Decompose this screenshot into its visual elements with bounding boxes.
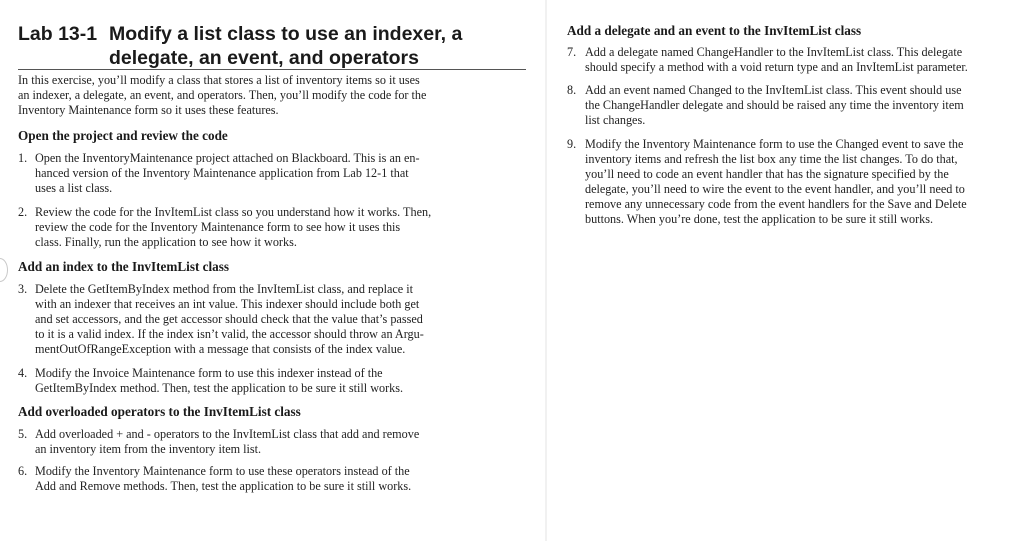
step-line: list changes.	[585, 113, 646, 127]
step-text	[35, 151, 420, 196]
intro-paragraph	[18, 73, 526, 118]
step-line: inventory items and refresh the list box any time the list changes. To do that,	[585, 152, 958, 166]
step-line: Delete the GetItemByIndex method from the InvItemList class, and replace it	[35, 282, 414, 296]
step-line: with an indexer that receives an int value. This indexer should include both get	[35, 297, 420, 311]
lab-number: Lab 13-1	[18, 23, 98, 45]
step-number: 7.	[567, 45, 577, 59]
step-line: Review the code for the InvItemList class so you understand how it works. Then,	[35, 205, 432, 219]
step-line: remove any unnecessary code from the event handlers for the Save and Delete	[585, 197, 967, 211]
step-line: Modify the Inventory Maintenance form to use the Changed event to save the	[585, 137, 964, 151]
step-number: 8.	[567, 83, 577, 97]
section-heading: Add an index to the InvItemList class	[18, 259, 230, 274]
section-heading: Open the project and review the code	[18, 128, 228, 143]
right-page	[547, 0, 1024, 541]
section-heading: Add a delegate and an event to the InvItemList class	[567, 23, 862, 38]
step-line: Modify the Inventory Maintenance form to use these operators instead of the	[35, 464, 410, 478]
step-line: Add an event named Changed to the InvItemList class. This event should use	[585, 83, 962, 97]
step-line: hanced version of the Inventory Maintenance application from Lab 12-1 that	[35, 166, 409, 180]
step-text	[35, 366, 403, 396]
step-text	[585, 45, 968, 75]
step-line: mentOutOfRangeException with a message that consists of the index value.	[35, 342, 406, 356]
step-number: 2.	[18, 205, 28, 219]
step-line: you’ll need to code an event handler that has the signature specified by the	[585, 167, 949, 181]
step-text	[585, 83, 964, 128]
section-heading: Add overloaded operators to the InvItemList class	[18, 404, 301, 419]
intro-line: an indexer, a delegate, an event, and operators. Then, you’ll modify the code for the	[18, 88, 427, 102]
lab-title-line: delegate, an event, and operators	[109, 47, 419, 69]
step-line: uses a list class.	[35, 181, 113, 195]
step-line: GetItemByIndex method. Then, test the application to be sure it still works.	[35, 381, 404, 395]
step-text	[35, 464, 411, 494]
step-line: to it is a valid index. If the index isn’t valid, the accessor should throw an Argu-	[35, 327, 424, 341]
step-number: 5.	[18, 427, 28, 441]
lab-title-line: Modify a list class to use an indexer, a	[109, 23, 463, 45]
step-line: Add a delegate named ChangeHandler to the InvItemList class. This delegate	[585, 45, 963, 59]
step-number: 9.	[567, 137, 577, 151]
step-text	[35, 282, 424, 357]
step-line: class. Finally, run the application to see how it works.	[35, 235, 297, 249]
step-number: 3.	[18, 282, 28, 296]
step-number: 4.	[18, 366, 28, 380]
step-line: delegate, you’ll need to wire the event to the event handler, and you’ll need to	[585, 182, 965, 196]
step-line: and set accessors, and the get accessor should check that the value that’s passed	[35, 312, 423, 326]
step-text	[585, 137, 967, 227]
intro-line: Inventory Maintenance form so it uses these features.	[18, 103, 279, 117]
lab-title-text	[109, 22, 529, 70]
step-line: Add overloaded + and - operators to the InvItemList class that add and remove	[35, 427, 420, 441]
step-line: review the code for the Inventory Maintenance form to see how it uses this	[35, 220, 401, 234]
step-line: buttons. When you’re done, test the application to be sure it still works.	[585, 212, 934, 226]
intro-line: In this exercise, you’ll modify a class that stores a list of inventory items so it uses	[18, 73, 420, 87]
step-line: the ChangeHandler delegate and should be raised any time the inventory item	[585, 98, 964, 112]
title-divider	[18, 69, 526, 70]
step-line: Open the InventoryMaintenance project attached on Blackboard. This is an en-	[35, 151, 420, 165]
step-number: 1.	[18, 151, 28, 165]
step-line: Add and Remove methods. Then, test the application to be sure it still works.	[35, 479, 412, 493]
step-text	[35, 427, 419, 457]
step-line: should specify a method with a void return type and an InvItemList parameter.	[585, 60, 968, 74]
step-number: 6.	[18, 464, 28, 478]
step-text	[35, 205, 431, 250]
step-line: an inventory item from the inventory item list.	[35, 442, 262, 456]
step-line: Modify the Invoice Maintenance form to use this indexer instead of the	[35, 366, 383, 380]
